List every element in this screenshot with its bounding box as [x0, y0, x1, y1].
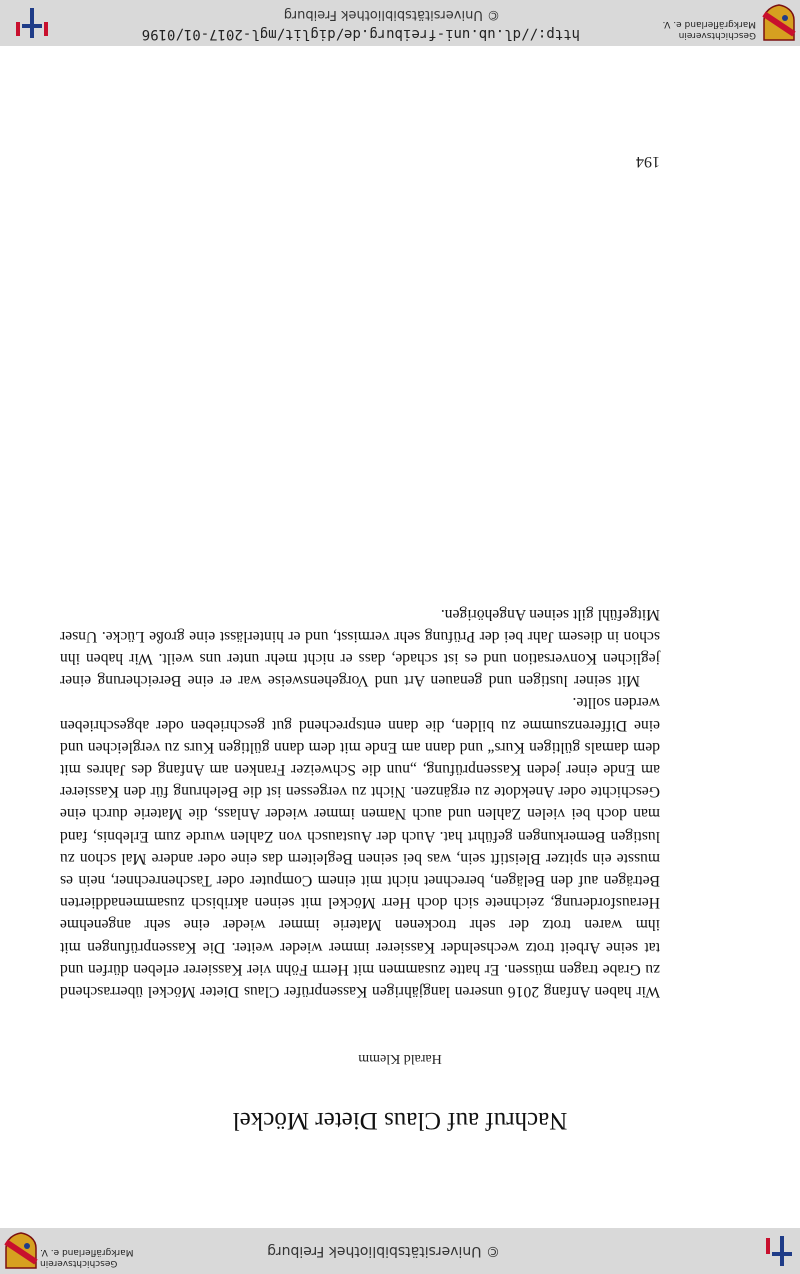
coat-of-arms-icon [762, 4, 796, 42]
university-library-logo-icon [14, 6, 48, 40]
article-paragraph-2: Mit seiner lustigen und genauen Art und Vorgehensweise war er eine Bereicherung einer jeglichen Konversation und es ist schade, dass er nicht mehr unter uns weilt. Wir haben ihn schon in diesem Jahr bei der Prüfung sehr vermisst, und er hinterlässt eine große Lücke. Unser Mitgefühl gilt seinen Angehörigen. [60, 605, 660, 690]
footer-band [0, 1228, 800, 1274]
page-number: 194 [636, 153, 660, 170]
footer-society-name [40, 1246, 150, 1268]
society-line-1: Geschichtsverein [40, 1258, 118, 1268]
society-line-2: Markgräflerland e. V. [662, 19, 756, 29]
header-society-name [646, 18, 756, 40]
header-band [0, 0, 800, 46]
article-body [60, 602, 660, 1002]
society-line-1: Geschichtsverein [678, 30, 756, 40]
coat-of-arms-icon [4, 1232, 38, 1270]
footer-credit: © Universitätsbibliothek Freiburg [267, 1243, 500, 1259]
article-title: Nachruf auf Claus Dieter Möckel [232, 1107, 568, 1134]
article-paragraph-1: Wir haben Anfang 2016 unseren langjährigen Kassenprüfer Claus Dieter Möckel überraschend zu Grabe tragen müssen. Er hatte zusammen mit Herrn Föhn vier Kassierer erleben dürfen und tat seine Arbeit trotz wechselnder Kassierer immer wieder weiter. Die Kassenprüfungen mit ihm waren trotz der sehr trockenen Materie immer wieder eine sehr angenehme Herausforderung, zeichnete sich doch Herr Möckel mit seinen akribisch zusammenaddierten Beträgen auf den Belägen, berechnet nicht mit einem Computer oder Taschenrechner, nein es musste ein spitzer Bleistift sein, was bei seinen Begleitern das eine oder andere Mal schon zu lustigen Bemerkungen geführt hat. Auch der Austausch von Zahlen wurde zum Erlebnis, fand man doch bei vielen Zahlen und auch Namen immer wieder Anlass, die Materie durch eine Geschichte oder Anekdote zu ergänzen. Nicht zu vergessen ist die Belehrung für den Kassierer am Ende einer jeden Kassenprüfung, „nun die Schweizer Franken am Anfang des Jahres mit dem damals gültigen Kurs“ und dann am Ende mit dem dann gültigen Kurs zu vergleichen und eine Differenzsumme zu bilden, die dann entsprechend gut geschrieben oder abgeschrieben werden sollte. [60, 694, 660, 1000]
document-url-link[interactable]: http://dl.ub.uni-freiburg.de/diglit/mgl-2017-01/0196 [141, 26, 580, 42]
university-library-logo-icon [758, 1234, 792, 1268]
society-line-2: Markgräflerland e. V. [40, 1247, 134, 1257]
article-author: Harald Klemm [358, 1051, 442, 1066]
header-credit: © Universitätsbibliothek Freiburg [283, 7, 500, 22]
